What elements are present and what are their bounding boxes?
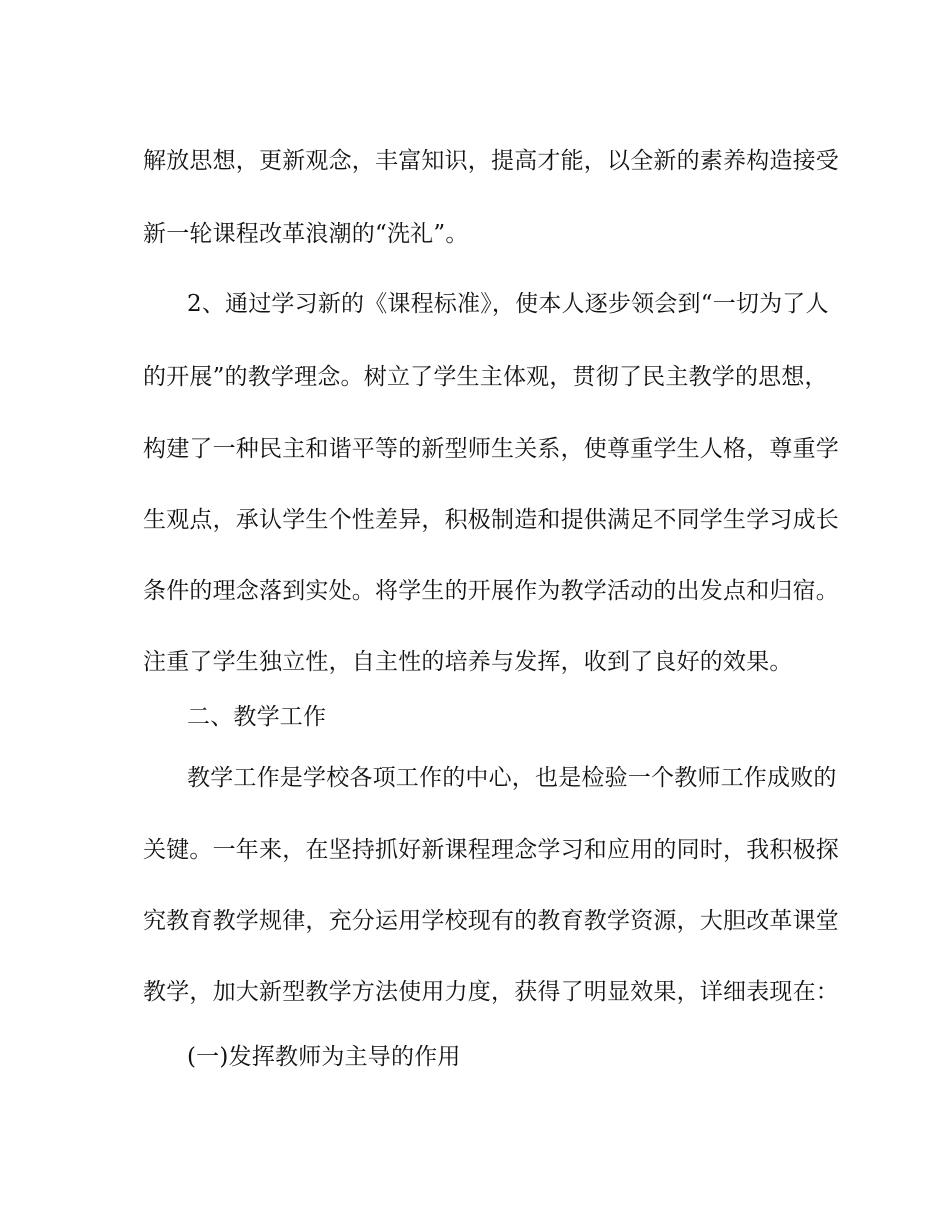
paragraph-2-line-3: 构建了一种民主和谐平等的新型师生关系，使尊重学生人格，尊重学 [143,436,839,462]
section-heading: 二、教学工作 [187,704,327,730]
paragraph-3-line-2: 关键。一年来，在坚持抓好新课程理念学习和应用的同时，我积极探 [143,837,839,863]
paragraph-3-line-4: 教学，加大新型教学方法使用力度，获得了明显效果，详细表现在： [143,979,839,1005]
paragraph-2-line-2: 的开展”的教学理念。树立了学生主体观，贯彻了民主教学的思想， [143,364,828,390]
paragraph-1-line-2: 新一轮课程改革浪潮的“洗礼”。 [143,221,469,247]
paragraph-3-line-3: 究教育教学规律，充分运用学校现有的教育教学资源，大胆改革课堂 [143,908,839,934]
paragraph-2-line-6: 注重了学生独立性，自主性的培养与发挥，收到了良好的效果。 [143,649,793,675]
paragraph-3-line-1: 教学工作是学校各项工作的中心，也是检验一个教师工作成败的 [187,765,837,791]
paragraph-2-line-1: 2、通过学习新的《课程标准》，使本人逐步领会到“一切为了人 [187,291,829,317]
paragraph-1-line-1: 解放思想，更新观念，丰富知识，提高才能，以全新的素养构造接受 [143,148,839,174]
paragraph-2-line-4: 生观点，承认学生个性差异，积极制造和提供满足不同学生学习成长 [143,507,839,533]
subsection-heading: (一)发挥教师为主导的作用 [187,1044,461,1070]
paragraph-2-line-5: 条件的理念落到实处。将学生的开展作为教学活动的出发点和归宿。 [143,578,839,604]
